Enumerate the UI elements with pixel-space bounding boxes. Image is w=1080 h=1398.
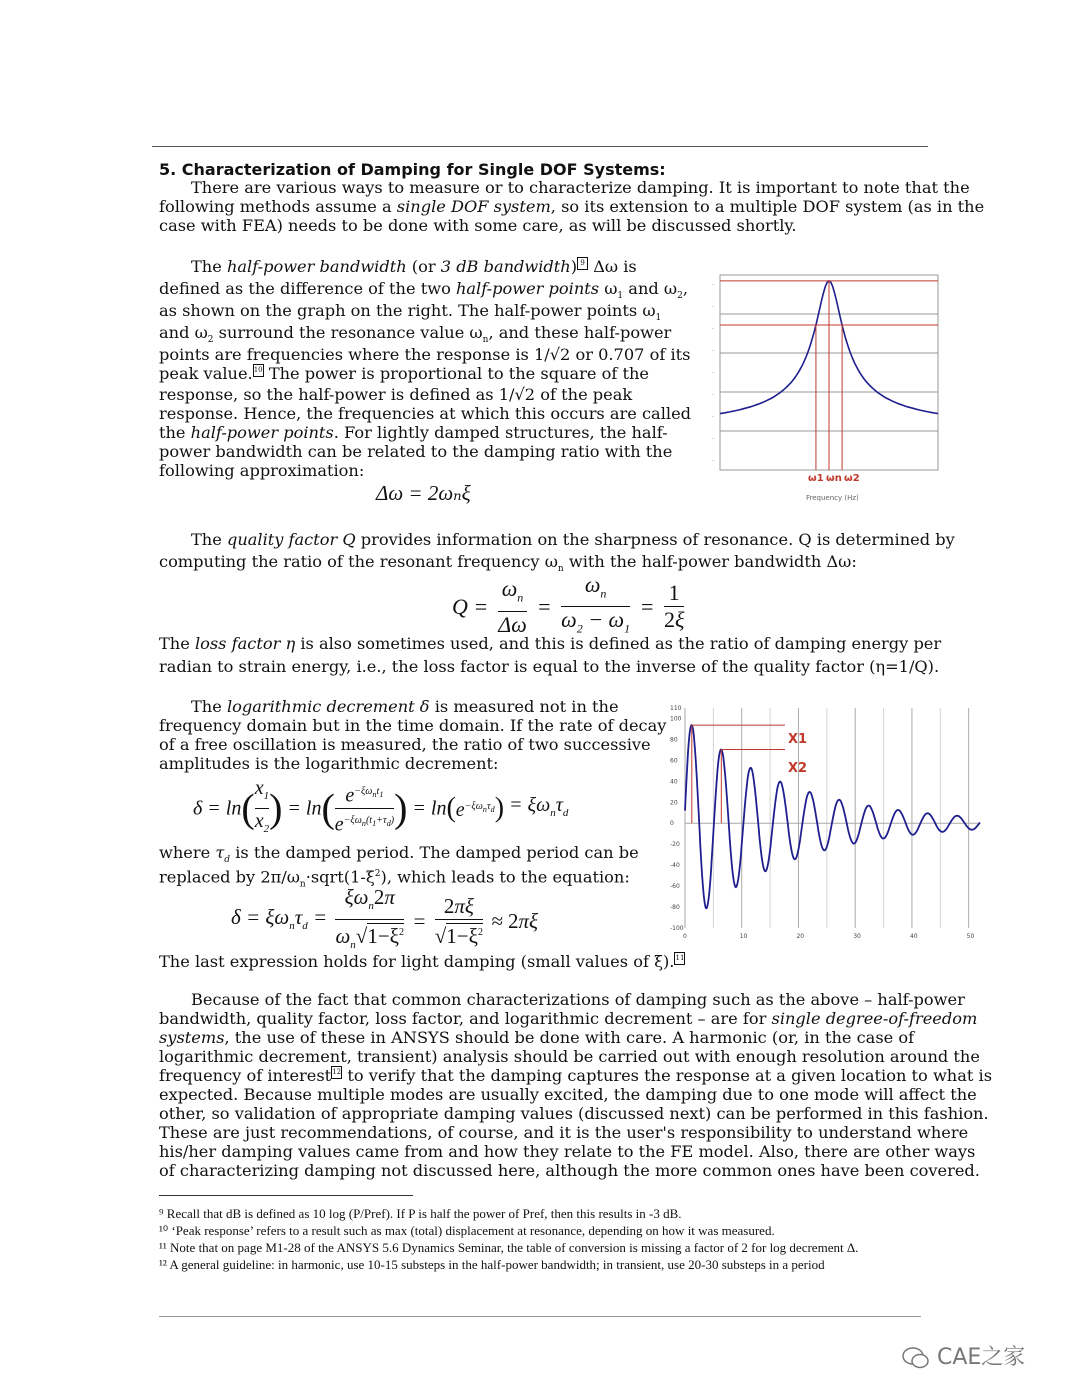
chart2-y-tick: -60	[670, 883, 680, 891]
closing-line-6: expected. Because multiple modes are usually excited, the damping due to one mode will affect the	[159, 1085, 977, 1104]
closing-line-4: logarithmic decrement, transient) analysis should be carried out with enough resolution around the	[159, 1047, 980, 1066]
hp-line-10: power bandwidth can be related to the damping ratio with the	[159, 442, 673, 461]
chart1-tick: .	[712, 324, 714, 331]
hp-line-2: defined as the difference of the two half-power points $\omega_1$ and $\omega_2$,	[159, 279, 688, 302]
footnote-9: ⁹ Recall that dB is defined as 10 log (P/Pref). If P is half the power of Pref, then this results in -3 dB.	[159, 1206, 682, 1221]
chart2-y-tick: 0	[670, 820, 674, 828]
closing-line-9: his/her damping values came from and how they relate to the FE model. Also, there are other ways	[159, 1142, 976, 1161]
chart1-xlabel: Frequency (Hz)	[806, 494, 859, 502]
footnote-ref-10[interactable]: 10	[253, 364, 264, 377]
closing-line-8: These are just recommendations, of course, and it is the user's responsibility to understand where	[159, 1123, 969, 1142]
omegan-label: ωn	[826, 473, 842, 484]
closing-line-7: other, so validation of appropriate damping values (discussed next) can be performed in this fashion.	[159, 1104, 989, 1123]
footnote-ref-9[interactable]: 9	[577, 257, 588, 270]
x2-label: X2	[788, 761, 808, 776]
chart2-y-ticks	[670, 705, 684, 932]
logdec-line-2: frequency domain but in the time domain. If the rate of decay	[159, 716, 667, 735]
footnote-rule	[159, 1195, 413, 1196]
logdec-mid-1: where $\tau_d$ is the damped period. The damped period can be	[159, 843, 639, 866]
chart1-tick: .	[712, 456, 714, 463]
footnote-11: ¹¹ Note that on page M1-28 of the ANSYS 5.6 Dynamics Seminar, the table of conversion is missing a factor of 2 for log decrement Δ.	[159, 1240, 859, 1255]
footnote-10: ¹⁰ ‘Peak response’ refers to a result such as max (total) displacement at resonance, depending on how it was measured.	[159, 1223, 775, 1238]
chart1-markers	[720, 281, 938, 470]
x1-label: X1	[788, 732, 808, 747]
watermark-text: CAE之家	[937, 1345, 1026, 1370]
chart1-tick: .	[712, 434, 714, 441]
hp-line-3: as shown on the graph on the right. The half-power points $\omega_1$	[159, 301, 662, 324]
chart2-x-tick: 40	[909, 933, 918, 940]
chart2-amplitude-markers	[692, 725, 785, 823]
intro-line-2: following methods assume a single DOF system, so its extension to a multiple DOF system (as in the	[159, 197, 985, 216]
intro-line-3: case with FEA) needs to be done with some care, as will be discussed shortly.	[159, 216, 797, 235]
quality-line-2: computing the ratio of the resonant frequency $\omega_n$ with the half-power bandwidth Δω:	[159, 552, 857, 575]
quality-line-1: The quality factor Q provides information on the sharpness of resonance. Q is determined by	[191, 530, 955, 549]
chart1-tick: .	[712, 280, 714, 287]
bottom-rule	[159, 1316, 921, 1317]
chart2-y-tick: 60	[670, 757, 678, 765]
chart1-y-ticks	[712, 280, 714, 463]
logdec-mid-2: replaced by $2\pi/\omega_n\cdot sqrt(1-\xi^2)$, which leads to the equation:	[159, 867, 630, 890]
logdec-last-line	[159, 952, 685, 971]
chart2-y-tick: 40	[670, 778, 678, 786]
logdec-line-1: The logarithmic decrement δ is measured not in the	[191, 697, 619, 716]
bandwidth-equation: Δω = 2ωₙξ	[376, 481, 471, 505]
hp-line-1: The half-power bandwidth (or 3 dB bandwidth) 9 Δω is	[191, 257, 637, 276]
chart2-y-tick: -20	[670, 841, 680, 849]
hp-line-7: response, so the half-power is defined as 1/√2 of the peak	[159, 385, 633, 404]
chart2-y-tick: -100	[670, 925, 684, 932]
log-decrement-equation-2: $\delta = \xi\omega_n\tau_d$ = $\xi\omega_n2\pi$ $\omega_n√1-\xi^2$ = $\frac{2\pi\xi}{√1-\xi^2}$ ≈ 2πξ	[231, 885, 539, 952]
chart2-y-tick: 80	[670, 736, 678, 744]
chart2-y-tick: 110	[670, 705, 682, 712]
intro-line-1: There are various ways to measure or to characterize damping. It is important to note that the	[191, 178, 970, 197]
closing-line-10: of characterizing damping not discussed here, although the more common ones have been covered.	[159, 1161, 980, 1180]
chart2-y-tick: -40	[670, 862, 680, 870]
footnote-ref-11[interactable]: 11	[674, 952, 685, 965]
hp-line-11: following approximation:	[159, 461, 365, 480]
watermark	[902, 1340, 1025, 1371]
chart1-tick: .	[712, 346, 714, 353]
chart2-decay-curve	[685, 725, 980, 908]
hp-line-5: points are frequencies where the response is 1/√2 or 0.707 of its	[159, 345, 691, 364]
chart2-x-tick: 0	[683, 933, 687, 940]
hp-line-9: the half-power points. For lightly damped structures, the half-	[159, 423, 668, 442]
closing-line-3: systems, the use of these in ANSYS should be done with care. A harmonic (or, in the case of	[159, 1028, 915, 1047]
hp-line-6: peak value.10 The power is proportional to the square of the	[159, 364, 649, 383]
omega1-label: ω1	[808, 473, 824, 484]
chart2-x-tick: 20	[796, 933, 805, 940]
loss-line-1: The loss factor η is also sometimes used, and this is defined as the ratio of damping energy per	[159, 634, 942, 653]
footnote-ref-12[interactable]: 12	[331, 1066, 342, 1079]
chart2-x-ticks	[683, 933, 974, 940]
wechat-icon	[902, 1347, 930, 1369]
chart2-y-tick: 100	[670, 715, 682, 723]
top-rule	[152, 146, 928, 147]
logdec-line-3: of a free oscillation is measured, the ratio of two successive	[159, 735, 651, 754]
closing-line-1: Because of the fact that common characterizations of damping such as the above – half-power	[191, 990, 965, 1009]
closing-line-5: frequency of interest12 to verify that the damping captures the response at a given location to what is	[159, 1066, 993, 1085]
chart2-x-tick: 30	[853, 933, 861, 940]
quality-equation: Q = $\frac{\omega_n}{\Delta\omega}$ = $\frac{\omega_n}{\omega_2 - \omega_1}$ = $\frac{1}{2\xi}$	[452, 572, 685, 637]
chart1-tick: .	[712, 412, 714, 419]
chart1-tick: .	[712, 390, 714, 397]
hp-line-4: and $\omega_2$ surround the resonance value $\omega_n$, and these half-power	[159, 323, 672, 346]
logdec-last-text: The last expression holds for light damping (small values of ξ).	[159, 952, 675, 971]
chart1-tick: .	[712, 368, 714, 375]
section-heading: 5. Characterization of Damping for Single DOF Systems:	[159, 160, 666, 179]
free-decay-chart	[660, 700, 985, 950]
logdec-line-4: amplitudes is the logarithmic decrement:	[159, 754, 499, 773]
closing-line-2: bandwidth, quality factor, loss factor, and logarithmic decrement – are for single degree-of-freedom	[159, 1009, 978, 1028]
chart2-y-tick: 20	[670, 799, 678, 807]
footnote-12: ¹² A general guideline: in harmonic, use 10-15 substeps in the half-power bandwidth; in transient, use 20-30 substeps in a period	[159, 1257, 825, 1272]
chart2-x-tick: 50	[966, 933, 975, 940]
loss-line-2: radian to strain energy, i.e., the loss factor is equal to the inverse of the quality factor (η=1/Q).	[159, 657, 940, 676]
hp-line-8: response. Hence, the frequencies at which this occurs are called	[159, 404, 692, 423]
chart1-tick: .	[712, 302, 714, 309]
chart2-x-tick: 10	[739, 933, 748, 940]
omega2-label: ω2	[844, 473, 860, 484]
chart2-y-tick: -80	[670, 904, 680, 912]
log-decrement-equation-1: δ = ln( $\frac{x_1}{x_2}$ ) = ln( $e^{-\xi\omega_nt_1}$ $e^{-\xi\omega_n(t_1+\tau_d)}$ ) = $\ln(e^{-\xi\omega_n\tau_d}) = \xi\omega_n\tau_d$	[193, 777, 569, 836]
frequency-response-chart	[680, 270, 950, 505]
